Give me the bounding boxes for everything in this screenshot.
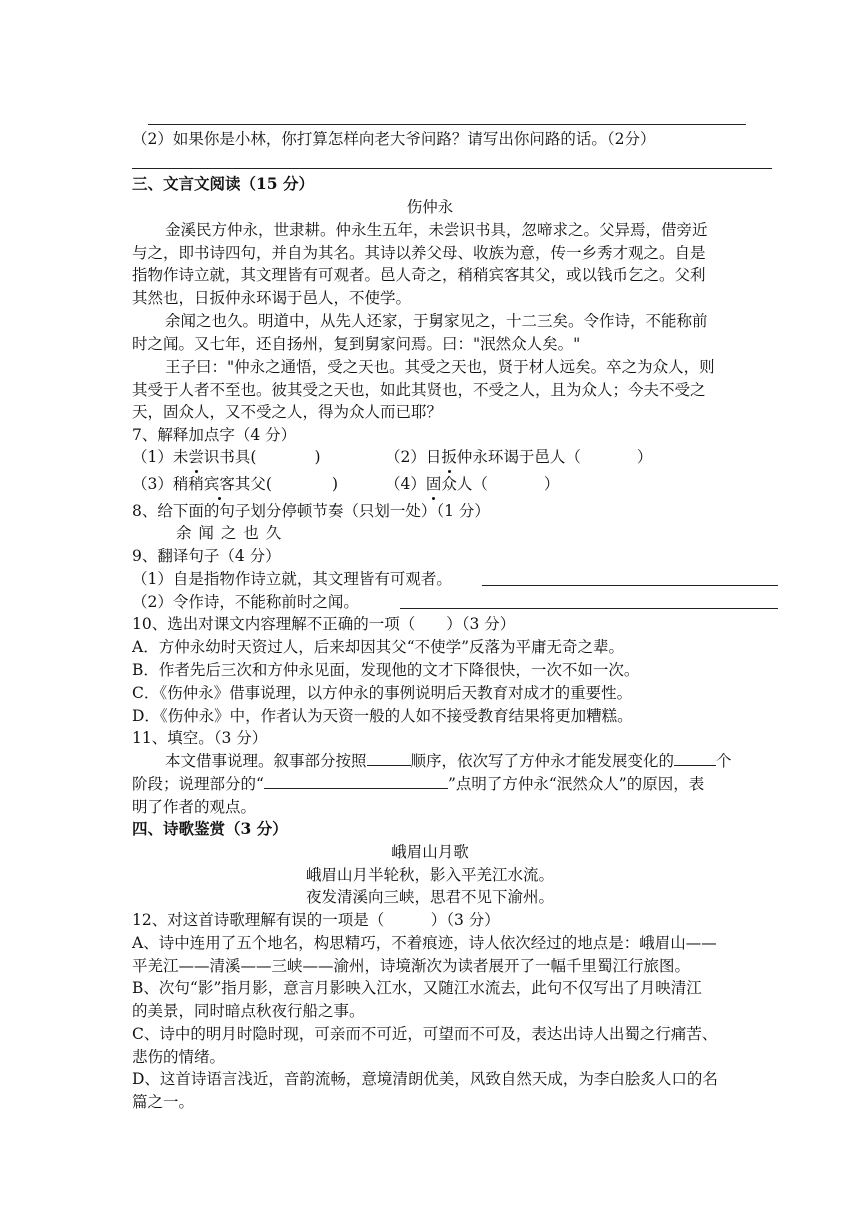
q12-option-b-cont: 的美景，同时暗点秋夜行船之事。 bbox=[132, 1002, 365, 1020]
q12-option-d-cont: 篇之一。 bbox=[132, 1093, 195, 1111]
q11-line-3: 明了作者的观点。 bbox=[132, 798, 257, 816]
answer-line-q1[interactable] bbox=[148, 124, 746, 125]
q9-sentence-1: （1）自是指物作诗立就，其文理皆有可观者。 bbox=[132, 570, 452, 588]
passage-line: 其受于人者不至也。彼其受之天也，如此其贤也，不受之人，且为众人；今夫不受之 bbox=[132, 381, 706, 399]
passage-line: 王子曰："仲永之通悟，受之天也。其受之天也，贤于材人远矣。卒之为众人，则 bbox=[165, 358, 715, 376]
q11-line-2: 阶段；说理部分的“ ”点明了方仲永“泯然众人”的原因，表 bbox=[132, 775, 705, 793]
q12-option-d[interactable]: D、这首诗语言浅近，音韵流畅，意境清朗优美，风致自然天成，为李白脍炙人口的名 bbox=[132, 1070, 718, 1088]
q7-item-1: （1）未尝识书具( ) bbox=[132, 448, 321, 466]
passage-line: 指物作诗立就，其文理皆有可观者。邑人奇之，稍稍宾客其父，或以钱币乞之。父利 bbox=[132, 266, 706, 284]
section-4-heading: 四、诗歌鉴赏（3 分） bbox=[132, 819, 288, 838]
question-10-title: 10、选出对课文内容理解不正确的一项（ ）（3 分） bbox=[132, 615, 516, 633]
fill-blank-2[interactable] bbox=[674, 751, 716, 766]
question-7-title: 7、解释加点字（4 分） bbox=[132, 426, 297, 444]
passage-title: 伤仲永 bbox=[406, 198, 454, 216]
q10-option-c[interactable]: C．《伤仲永》借事说理，以方仲永的事例说明后天教育对成才的重要性。 bbox=[132, 684, 633, 702]
q12-option-b[interactable]: B、次句“影”指月影，意言月影映入江水，又随江水流去，此句不仅写出了月映清江 bbox=[132, 979, 702, 997]
poem-title: 峨眉山月歌 bbox=[391, 843, 469, 861]
q11-line-1: 本文借事说理。叙事部分按照 顺序，依次写了方仲永才能发展变化的 个 bbox=[165, 752, 732, 770]
answer-line-q2[interactable] bbox=[132, 168, 772, 169]
passage-line: 金溪民方仲永，世隶耕。仲永生五年，未尝识书具，忽啼求之。父异焉，借旁近 bbox=[165, 221, 708, 239]
q12-option-c-cont: 悲伤的情绪。 bbox=[132, 1048, 226, 1066]
question-11-title: 11、填空。（3 分） bbox=[132, 729, 268, 747]
q7-item-3: （3）稍稍宾客其父( ) bbox=[132, 475, 339, 493]
q7-item-2: （2）日扳仲永环谒于邑人（ ） bbox=[385, 448, 653, 466]
passage-line: 与之，即书诗四句，并自为其名。其诗以养父母、收族为意，传一乡秀才观之。自是 bbox=[132, 244, 706, 262]
passage-line: 时之闻。又七年，还自扬州，复到舅家问焉。曰："泯然众人矣。" bbox=[132, 335, 581, 353]
answer-line-q9-2[interactable] bbox=[400, 608, 778, 609]
q10-option-b[interactable]: B．作者先后三次和方仲永见面，发现他的文才下降很快，一次不如一次。 bbox=[132, 661, 640, 679]
question-12-title: 12、对这首诗歌理解有误的一项是（ ）（3 分） bbox=[132, 911, 500, 929]
q12-option-c[interactable]: C、诗中的明月时隐时现，可亲而不可近，可望而不可及，表达出诗人出蜀之行痛苦、 bbox=[132, 1025, 718, 1043]
question-8-title: 8、给下面的句子划分停顿节奏（只划一处）（1 分） bbox=[132, 502, 490, 520]
answer-line-q9-1[interactable] bbox=[482, 585, 778, 586]
poem-line: 峨眉山月半轮秋，影入平羌江水流。 bbox=[305, 866, 554, 884]
q12-option-a[interactable]: A、诗中连用了五个地名，构思精巧，不着痕迹，诗人依次经过的地点是：峨眉山—— bbox=[132, 934, 717, 952]
passage-line: 天，固众人，又不受之人，得为众人而已耶？ bbox=[132, 403, 443, 421]
question-9-title: 9、翻译句子（4 分） bbox=[132, 547, 281, 565]
passage-line: 其然也，日扳仲永环谒于邑人，不使学。 bbox=[132, 289, 412, 307]
dotted-char: 宾客 bbox=[203, 475, 235, 493]
question-2: （2）如果你是小林，你打算怎样向老大爷问路？请写出你问路的话。（2分） bbox=[132, 130, 656, 148]
passage-line: 余闻之也久。明道中，从先人还家，于舅家见之，十二三矣。令作诗，不能称前 bbox=[165, 312, 708, 330]
fill-blank-1[interactable] bbox=[367, 751, 411, 766]
fill-blank-3[interactable] bbox=[264, 774, 448, 789]
q10-option-d[interactable]: D．《伤仲永》中，作者认为天资一般的人如不接受教育结果将更加糟糕。 bbox=[132, 707, 633, 725]
dotted-char: 固 bbox=[425, 475, 442, 493]
q10-option-a[interactable]: A．方仲永幼时天资过人，后来却因其父“不使学”反落为平庸无奇之辈。 bbox=[132, 638, 625, 656]
section-3-heading: 三、文言文阅读（15 分） bbox=[132, 174, 314, 193]
q9-sentence-2: （2）令作诗，不能称前时之闻。 bbox=[132, 593, 359, 611]
poem-line: 夜发清溪向三峡，思君不见下渝州。 bbox=[305, 888, 554, 906]
q8-sentence[interactable]: 余 闻 之 也 久 bbox=[176, 524, 283, 542]
dotted-char: 尝 bbox=[188, 448, 204, 466]
q12-option-a-cont: 平羌江——清溪——三峡——渝州，诗境渐次为读者展开了一幅千里蜀江行旅图。 bbox=[132, 957, 691, 975]
dotted-char: 扳 bbox=[441, 448, 457, 466]
q7-item-4: （4）固众人（ ） bbox=[385, 475, 560, 493]
